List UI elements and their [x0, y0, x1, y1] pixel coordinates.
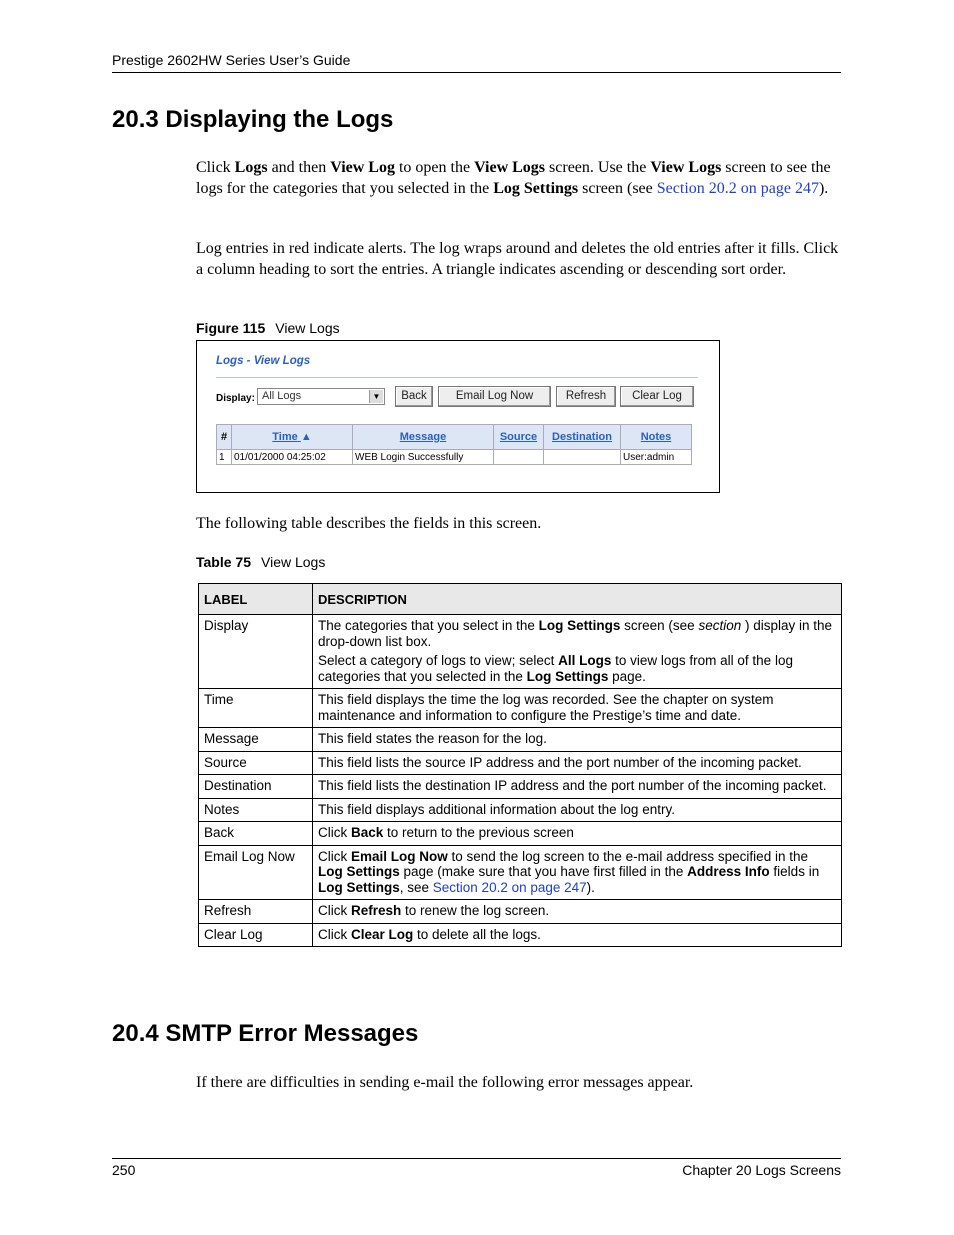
row-label: Source	[199, 751, 313, 775]
display-select[interactable]	[257, 388, 385, 405]
figure-caption: Figure 115 View Logs	[196, 320, 340, 336]
display-select-value: All Logs	[262, 390, 302, 402]
row-message: WEB Login Successfully	[353, 450, 494, 465]
row-description: This field states the reason for the log.	[313, 728, 842, 752]
table-row	[199, 751, 842, 775]
section-link[interactable]: Section 20.2 on page 247	[656, 179, 819, 197]
header-rule	[112, 72, 841, 73]
logs-screen-title: Logs - View Logs	[216, 355, 311, 367]
fields-description-table	[198, 583, 842, 947]
section-heading-displaying-logs: 20.3 Displaying the Logs	[112, 106, 394, 133]
intro-paragraph: Click Logs and then View Log to open the View Logs screen. Use the View Logs screen to see the logs for the categories that you selected in the Log Settings screen (see Section 20.2 on page 247).	[196, 159, 831, 197]
table-row	[199, 845, 842, 900]
running-header: Prestige 2602HW Series User’s Guide	[112, 52, 351, 68]
row-time: 01/01/2000 04:25:02	[232, 450, 353, 465]
chevron-down-icon[interactable]: ▼	[369, 390, 383, 403]
table-row	[199, 689, 842, 728]
label-column-header: LABEL	[199, 584, 313, 615]
refresh-button[interactable]: Refresh	[556, 386, 616, 407]
row-label: Clear Log	[199, 923, 313, 947]
row-label: Message	[199, 728, 313, 752]
table-row	[199, 728, 842, 752]
column-header-notes[interactable]: Notes	[621, 425, 692, 450]
table-row	[199, 822, 842, 846]
email-log-now-button[interactable]: Email Log Now	[438, 386, 551, 407]
row-description: Click Back to return to the previous screen	[313, 822, 842, 846]
view-logs-figure	[196, 340, 720, 493]
row-description: This field lists the source IP address and the port number of the incoming packet.	[313, 751, 842, 775]
column-header-destination[interactable]: Destination	[544, 425, 621, 450]
row-label: Display	[199, 615, 313, 689]
logs-table	[216, 424, 692, 465]
row-label: Email Log Now	[199, 845, 313, 900]
row-label: Time	[199, 689, 313, 728]
column-header-source[interactable]: Source	[494, 425, 544, 450]
row-description: Click Email Log Now to send the log screen to the e-mail address specified in the Log Settings page (make sure that you have first filled in the Address Info fields in Log Settings, see Section 20.2 on page 247).	[313, 845, 842, 900]
section-heading-smtp-errors: 20.4 SMTP Error Messages	[112, 1020, 419, 1047]
row-label: Refresh	[199, 900, 313, 924]
row-num: 1	[217, 450, 232, 465]
row-description: The categories that you select in the Log Settings screen (see section ) display in the drop-down list box. Select a category of logs to view; select All Logs to view logs from all of the log categories that you selected in the Log Settings page.	[313, 615, 842, 689]
row-source	[494, 450, 544, 465]
table-row	[199, 775, 842, 799]
chapter-title: Chapter 20 Logs Screens	[682, 1162, 841, 1178]
row-description: Click Refresh to renew the log screen.	[313, 900, 842, 924]
section-link[interactable]: Section 20.2 on page 247	[432, 879, 587, 895]
title-divider	[216, 377, 698, 378]
following-text: The following table describes the fields in this screen.	[196, 515, 542, 532]
column-header-message[interactable]: Message	[353, 425, 494, 450]
clear-log-button[interactable]: Clear Log	[620, 386, 694, 407]
description-column-header: DESCRIPTION	[313, 584, 842, 615]
row-label: Back	[199, 822, 313, 846]
display-label: Display:	[216, 393, 255, 404]
row-description: This field lists the destination IP address and the port number of the incoming packet.	[313, 775, 842, 799]
back-button[interactable]: Back	[395, 386, 433, 407]
log-entries-paragraph: Log entries in red indicate alerts. The log wraps around and deletes the old entries after it fills. Click a column heading to sort the entries. A triangle indicates ascending or descending sort order.	[196, 240, 839, 278]
table-row	[199, 798, 842, 822]
table-row	[217, 450, 692, 465]
table-row	[199, 923, 842, 947]
column-header-num: #	[217, 425, 232, 450]
row-description: This field displays additional information about the log entry.	[313, 798, 842, 822]
table-row	[199, 615, 842, 689]
row-label: Notes	[199, 798, 313, 822]
table-row	[199, 900, 842, 924]
column-header-time[interactable]: Time ▲	[232, 425, 353, 450]
row-description: Click Clear Log to delete all the logs.	[313, 923, 842, 947]
smtp-paragraph: If there are difficulties in sending e-mail the following error messages appear.	[196, 1074, 694, 1091]
row-label: Destination	[199, 775, 313, 799]
row-description: This field displays the time the log was recorded. See the chapter on system maintenance and information to configure the Prestige’s time and date.	[313, 689, 842, 728]
footer-rule	[112, 1158, 841, 1159]
table-caption: Table 75 View Logs	[196, 554, 326, 570]
page-number: 250	[112, 1162, 136, 1178]
row-destination	[544, 450, 621, 465]
triangle-up-icon: ▲	[300, 431, 312, 443]
row-notes: User:admin	[621, 450, 692, 465]
